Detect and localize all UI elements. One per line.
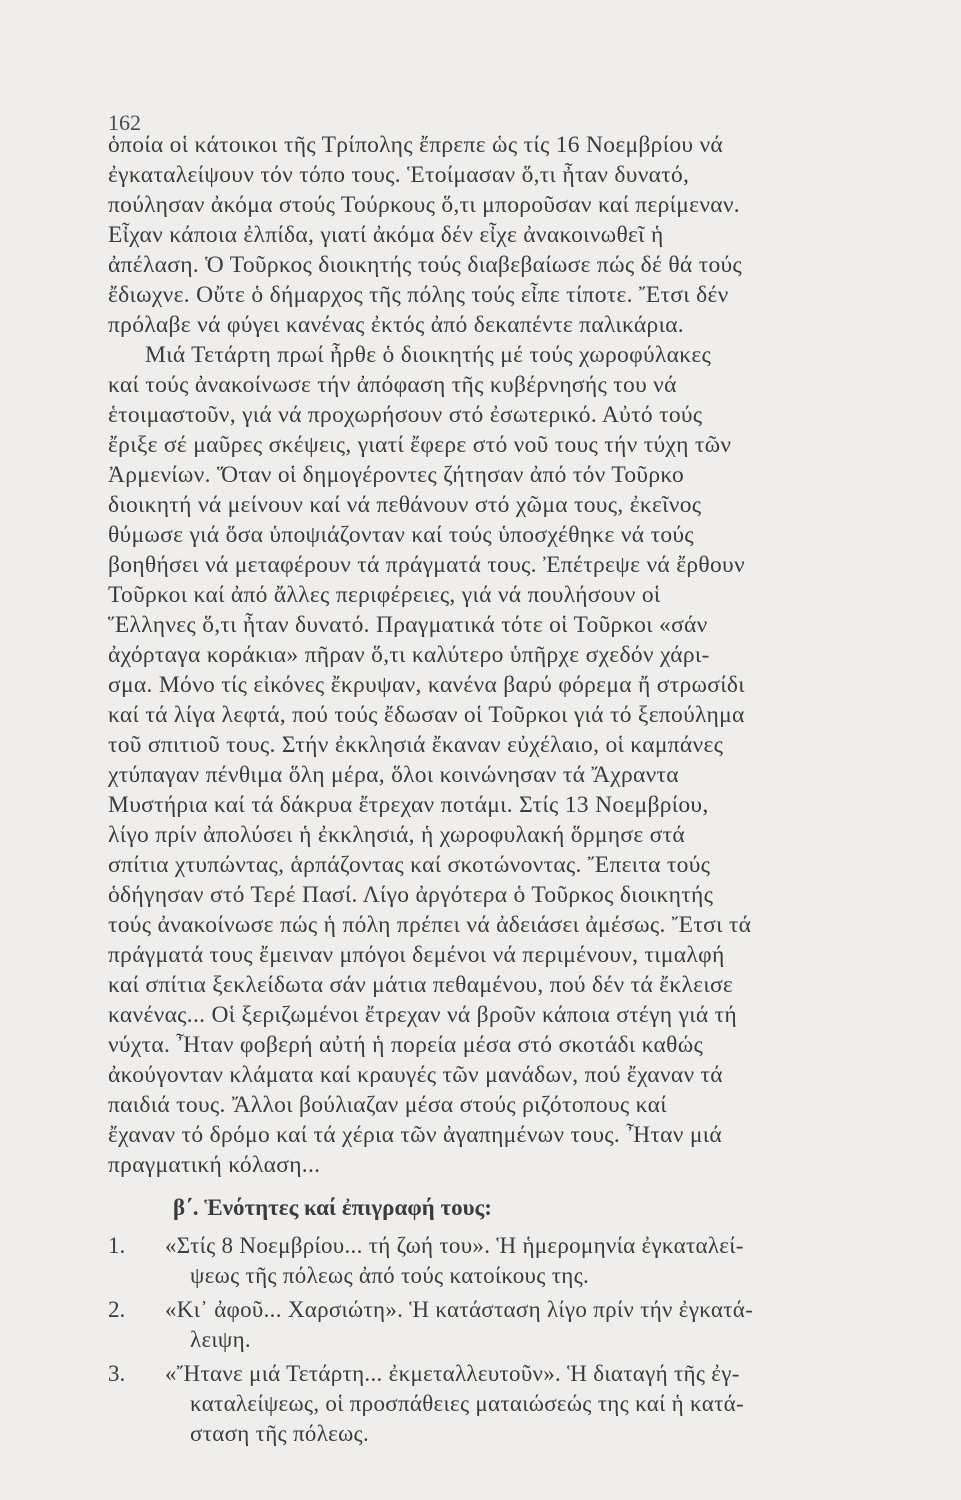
body-line: καί τούς ἀνακοίνωσε τήν ἀπόφαση τῆς κυβέρνησής του νά (108, 372, 677, 398)
body-line: διοικητή νά μείνουν καί νά πεθάνουν στό χῶμα τους, ἐκεῖνος (108, 492, 702, 518)
body-line: Μιά Τετάρτη πρωί ἦρθε ὁ διοικητής μέ τούς χωροφύλακες (145, 342, 712, 368)
page-number: 162 (108, 110, 141, 135)
body-line: Ἀρμενίων. Ὅταν οἱ δημογέροντες ζήτησαν ἀπό τόν Τοῦρκο (108, 462, 685, 488)
body-line: πραγματική κόλαση... (108, 1152, 321, 1178)
body-line: πούλησαν ἀκόμα στούς Τούρκους ὅ,τι μποροῦσαν καί περίμεναν. (108, 192, 740, 218)
list-item-line: λειψη. (190, 1327, 251, 1352)
body-line: καί τά λίγα λεφτά, πού τούς ἔδωσαν οἱ Τοῦρκοι γιά τό ξεπούλημα (108, 702, 745, 728)
body-line: σμα. Μόνο τίς εἰκόνες ἔκρυψαν, κανένα βαρύ φόρεμα ἤ στρωσίδι (108, 672, 745, 698)
body-line: παιδιά τους. Ἄλλοι βούλιαζαν μέσα στούς ριζότοπους καί (108, 1092, 667, 1118)
list-item-number: 2. (108, 1297, 126, 1322)
list-item-number: 3. (108, 1361, 126, 1386)
list-item-line: σταση τῆς πόλεως. (190, 1421, 370, 1446)
list-item-line: «Ἤτανε μιά Τετάρτη... ἐκμεταλλευτοῦν». Ἡ διαταγή τῆς ἐγ- (165, 1361, 740, 1386)
list-item-line: «Στίς 8 Νοεμβρίου... τή ζωή του». Ἡ ἡμερομηνία ἐγκαταλεί- (165, 1233, 744, 1258)
body-line: ἔχαναν τό δρόμο καί τά χέρια τῶν ἀγαπημένων τους. Ἦταν μιά (108, 1122, 722, 1148)
body-line: Τοῦρκοι καί ἀπό ἄλλες περιφέρειες, γιά νά πουλήσουν οἱ (108, 582, 661, 608)
body-line: ὁποία οἱ κάτοικοι τῆς Τρίπολης ἔπρεπε ὡς τίς 16 Νοεμβρίου νά (108, 132, 724, 158)
body-line: σπίτια χτυπώντας, ἁρπάζοντας καί σκοτώνοντας. Ἔπειτα τούς (108, 852, 711, 878)
body-line: Μυστήρια καί τά δάκρυα ἔτρεχαν ποτάμι. Στίς 13 Νοεμβρίου, (108, 792, 709, 818)
body-line: ἀπέλαση. Ὁ Τοῦρκος διοικητής τούς διαβεβαίωσε πώς δέ θά τούς (108, 252, 743, 278)
body-line: νύχτα. Ἦταν φοβερή αὐτή ἡ πορεία μέσα στό σκοτάδι καθώς (108, 1032, 704, 1058)
body-line: λίγο πρίν ἀπολύσει ἡ ἐκκλησιά, ἡ χωροφυλακή ὅρμησε στά (108, 822, 685, 848)
body-line: κανένας... Οἱ ξεριζωμένοι ἔτρεχαν νά βροῦν κάποια στέγη γιά τή (108, 1002, 737, 1028)
list-item-line: «Κι᾽ ἀφοῦ... Χαρσιώτη». Ἡ κατάσταση λίγο πρίν τήν ἐγκατά- (165, 1297, 754, 1322)
body-line: βοηθήσει νά μεταφέρουν τά πράγματά τους. Ἐπέτρεψε νά ἔρθουν (108, 552, 745, 578)
body-line: ἔδιωχνε. Οὔτε ὁ δήμαρχος τῆς πόλης τούς εἶπε τίποτε. Ἔτσι δέν (108, 282, 729, 308)
body-line: πράγματά τους ἔμειναν μπόγοι δεμένοι νά περιμένουν, τιμαλφή (108, 942, 725, 968)
list-item-line: ψεως τῆς πόλεως ἀπό τούς κατοίκους της. (190, 1263, 590, 1288)
body-line: ἐγκαταλείψουν τόν τόπο τους. Ἑτοίμασαν ὅ,τι ἦταν δυνατό, (108, 162, 690, 188)
body-line: Ἕλληνες ὅ,τι ἦταν δυνατό. Πραγματικά τότε οἱ Τοῦρκοι «σάν (108, 612, 708, 638)
body-line: πρόλαβε νά φύγει κανένας ἐκτός ἀπό δεκαπέντε παλικάρια. (108, 312, 684, 338)
list-item-line: καταλείψεως, οἱ προσπάθειες ματαιώσεώς της καί ἡ κατά- (190, 1391, 744, 1416)
section-heading: β΄. Ἑνότητες καί ἐπιγραφή τους: (173, 1195, 492, 1220)
body-line: ἑτοιμαστοῦν, γιά νά προχωρήσουν στό ἐσωτερικό. Αὐτό τούς (108, 402, 703, 428)
body-line: ἀχόρταγα κοράκια» πῆραν ὅ,τι καλύτερο ὑπῆρχε σχεδόν χάρι- (108, 642, 710, 668)
body-line: χτύπαγαν πένθιμα ὅλη μέρα, ὅλοι κοινώνησαν τά Ἄχραντα (108, 762, 679, 788)
body-line: ἀκούγονταν κλάματα καί κραυγές τῶν μανάδων, πού ἔχαναν τά (108, 1062, 723, 1088)
list-item-number: 1. (108, 1233, 126, 1258)
body-line: ὁδήγησαν στό Τερέ Πασί. Λίγο ἀργότερα ὁ Τοῦρκος διοικητής (108, 882, 714, 908)
body-line: τοῦ σπιτιοῦ τους. Στήν ἐκκλησιά ἔκαναν εὐχέλαιο, οἱ καμπάνες (108, 732, 724, 758)
body-line: θύμωσε γιά ὅσα ὑποψιάζονταν καί τούς ὑποσχέθηκε νά τούς (108, 522, 694, 548)
body-line: καί σπίτια ξεκλείδωτα σάν μάτια πεθαμένου, πού δέν τά ἔκλεισε (108, 972, 734, 998)
body-line: τούς ἀνακοίνωσε πώς ἡ πόλη πρέπει νά ἀδειάσει ἀμέσως. Ἔτσι τά (108, 912, 752, 938)
body-line: Εἶχαν κάποια ἐλπίδα, γιατί ἀκόμα δέν εἶχε ἀνακοινωθεῖ ἡ (108, 222, 664, 248)
body-line: ἔριξε σέ μαῦρες σκέψεις, γιατί ἔφερε στό νοῦ τους τήν τύχη τῶν (108, 432, 732, 458)
